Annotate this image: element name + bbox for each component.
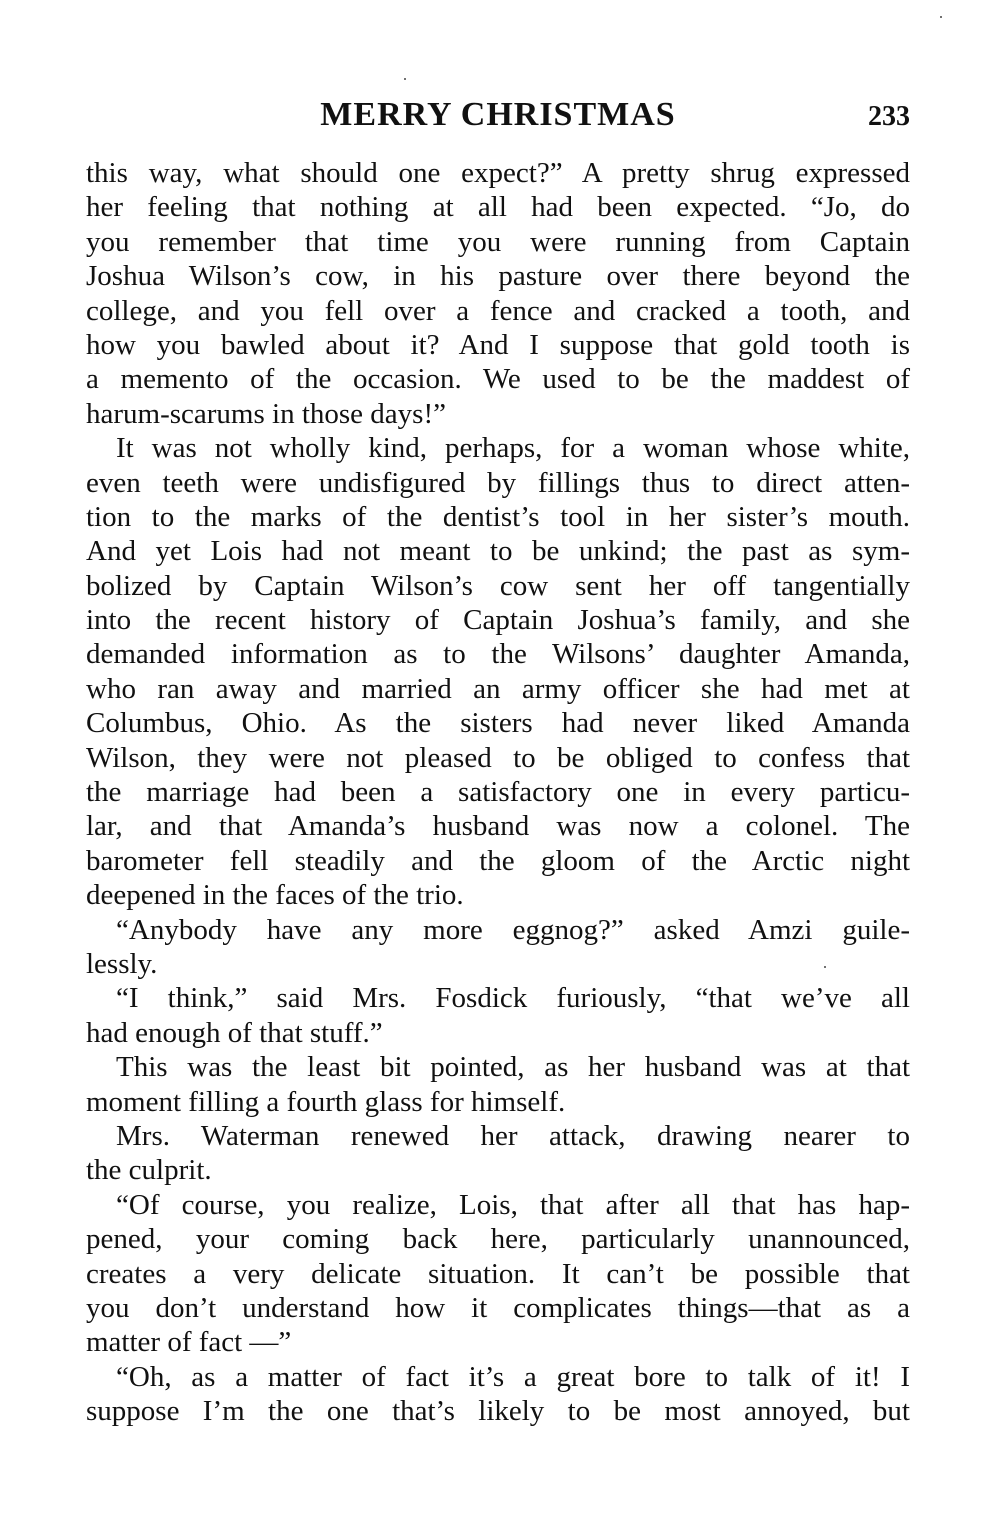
text-line: moment filling a fourth glass for himself.: [86, 1085, 566, 1118]
text-line: the culprit.: [86, 1154, 212, 1187]
print-speck: [940, 16, 942, 18]
text-line: lessly.: [86, 947, 158, 980]
text-line: And yet Lois had not meant to be unkind; the past as sym-: [86, 535, 910, 568]
text-line: you don’t understand how it complicates things—that as a: [86, 1291, 910, 1324]
text-line: a memento of the occasion. We used to be the maddest of: [86, 363, 910, 396]
text-line: “I think,” said Mrs. Fosdick furiously, “that we’ve all: [116, 982, 910, 1015]
text-line: This was the least bit pointed, as her husband was at that: [116, 1051, 910, 1084]
text-line: matter of fact —”: [86, 1326, 292, 1359]
text-line: lar, and that Amanda’s husband was now a colonel. The: [86, 810, 910, 843]
print-speck: [824, 966, 826, 968]
text-line: demanded information as to the Wilsons’ daughter Amanda,: [86, 638, 910, 671]
print-speck: [404, 78, 406, 80]
text-line: creates a very delicate situation. It can’t be possible that: [86, 1257, 910, 1290]
text-line: her feeling that nothing at all had been expected. “Jo, do: [86, 191, 910, 224]
text-line: bolized by Captain Wilson’s cow sent her off tangentially: [86, 569, 910, 602]
text-line: this way, what should one expect?” A pretty shrug expressed: [86, 157, 910, 189]
text-line: suppose I’m the one that’s likely to be most annoyed, but: [86, 1395, 910, 1428]
text-line: Columbus, Ohio. As the sisters had never liked Amanda: [86, 707, 910, 740]
text-line: college, and you fell over a fence and cracked a tooth, and: [86, 294, 910, 327]
text-line: “Oh, as a matter of fact it’s a great bore to talk of it! I: [116, 1360, 910, 1393]
text-line: Joshua Wilson’s cow, in his pasture over there beyond the: [86, 260, 910, 293]
text-line: harum-scarums in those days!”: [86, 397, 446, 430]
page-header: [86, 92, 910, 138]
text-line: barometer fell steadily and the gloom of the Arctic night: [86, 844, 910, 877]
running-title: MERRY CHRISTMAS: [320, 96, 676, 133]
body-text: [86, 156, 910, 1428]
text-line: had enough of that stuff.”: [86, 1016, 383, 1049]
text-line: Mrs. Waterman renewed her attack, drawing nearer to: [116, 1119, 910, 1152]
text-line: into the recent history of Captain Joshua’s family, and she: [86, 604, 910, 637]
text-line: “Anybody have any more eggnog?” asked Amzi guile-: [116, 913, 910, 946]
text-line: the marriage had been a satisfactory one in every particu-: [86, 776, 910, 809]
text-line: you remember that time you were running from Captain: [86, 225, 910, 258]
text-line: who ran away and married an army officer she had met at: [86, 672, 910, 705]
text-line: Wilson, they were not pleased to be obliged to confess that: [86, 741, 910, 774]
text-line: how you bawled about it? And I suppose that gold tooth is: [86, 328, 910, 361]
text-line: even teeth were undisfigured by fillings thus to direct atten-: [86, 466, 910, 499]
page-number: 233: [868, 101, 910, 132]
text-line: “Of course, you realize, Lois, that after all that has hap-: [116, 1188, 910, 1221]
text-line: pened, your coming back here, particularly unannounced,: [86, 1223, 910, 1256]
text-line: It was not wholly kind, perhaps, for a woman whose white,: [116, 432, 910, 465]
text-line: deepened in the faces of the trio.: [86, 879, 464, 912]
text-line: tion to the marks of the dentist’s tool in her sister’s mouth.: [86, 500, 910, 533]
